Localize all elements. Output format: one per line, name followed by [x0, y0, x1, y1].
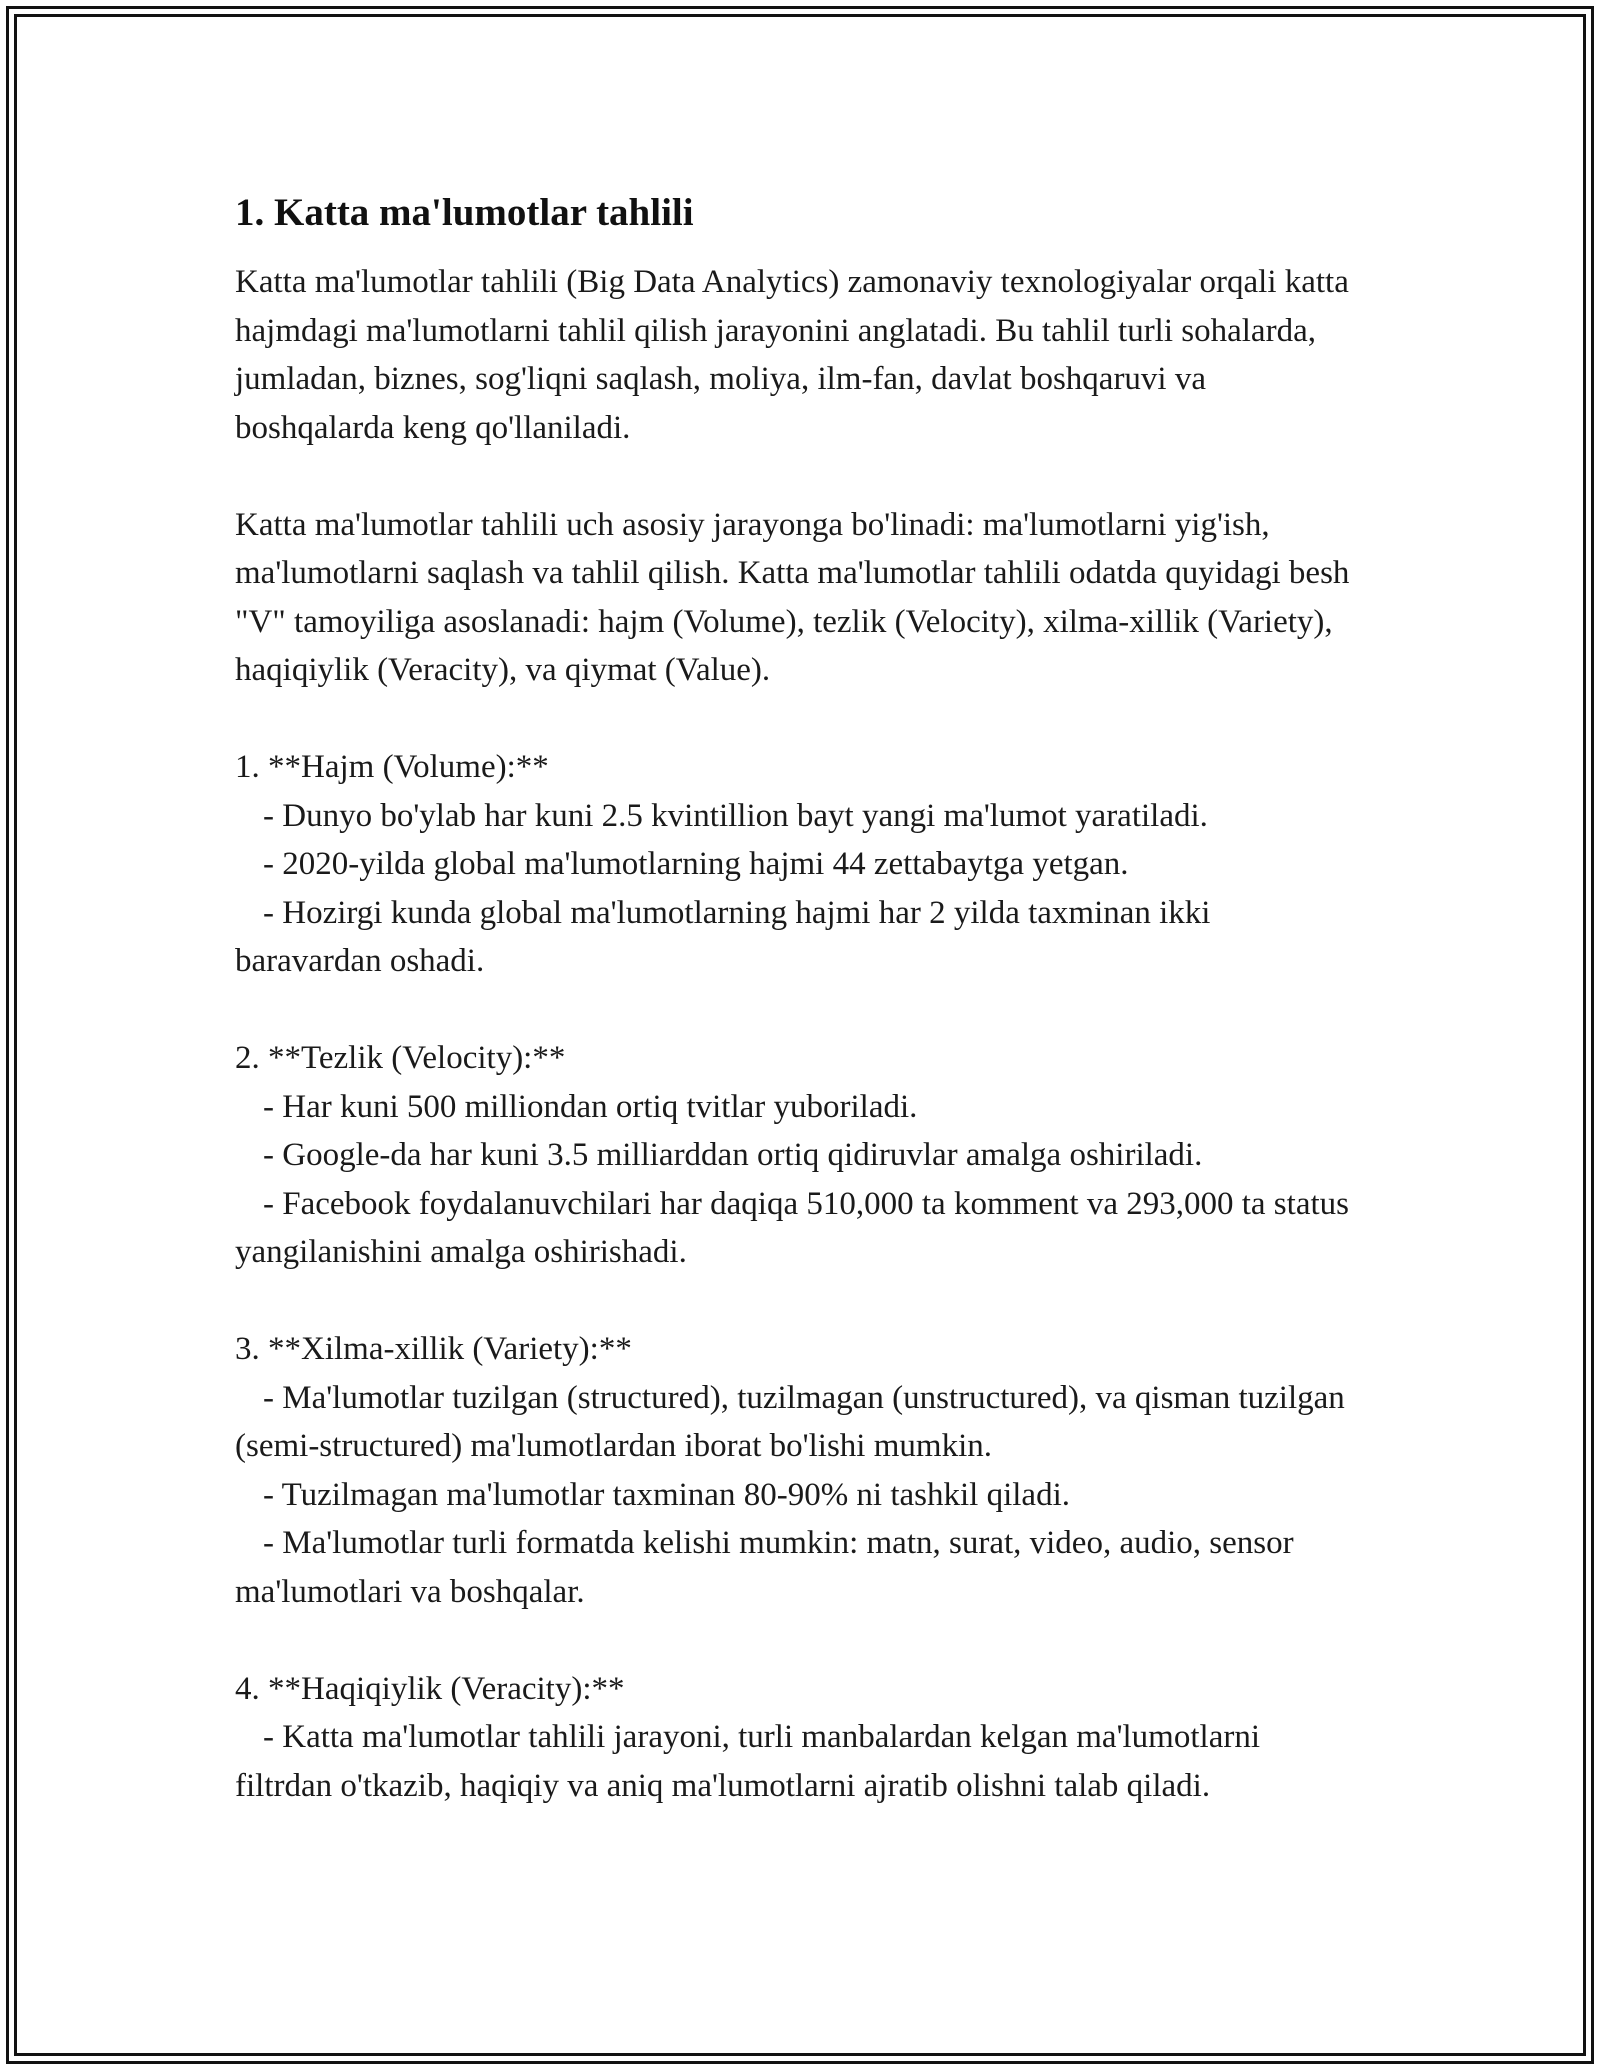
- bullet-item: - Dunyo bo'ylab har kuni 2.5 kvintillion bayt yangi ma'lumot yaratiladi.: [263, 797, 1208, 834]
- bullet-item: - Tuzilmagan ma'lumotlar taxminan 80-90% ni tashkil qiladi.: [263, 1476, 1071, 1513]
- intro-paragraph: Katta ma'lumotlar tahlili (Big Data Analytics) zamonaviy texnologiyalar orqali katta hajmdagi ma'lumotlarni tahlil qilish jarayonini anglatadi. Bu tahlil turli sohalarda, jumladan, biznes, sog'liqni saqlash, moliya, ilm-fan, davlat boshqaruvi va boshqalarda keng qo'llaniladi.: [235, 264, 1349, 446]
- bullet-item: - Ma'lumotlar turli formatda kelishi mumkin: matn, surat, video, audio, sensor ma'lumotlari va boshqalar.: [235, 1525, 1294, 1610]
- document-body: [235, 188, 1365, 1859]
- bullet-item: - Facebook foydalanuvchilari har daqiqa 510,000 ta komment va 293,000 ta status yangilanishini amalga oshirishadi.: [235, 1185, 1349, 1270]
- bullet-item: - 2020-yilda global ma'lumotlarning hajmi 44 zettabaytga yetgan.: [263, 846, 1129, 882]
- section-title: 2. **Tezlik (Velocity):**: [235, 1040, 566, 1076]
- document-heading: 1. Katta ma'lumotlar tahlili: [235, 191, 694, 234]
- principles-paragraph: Katta ma'lumotlar tahlili uch asosiy jarayonga bo'linadi: ma'lumotlarni yig'ish, ma'lumotlarni saqlash va tahlil qilish. Katta ma'lumotlar tahlili odatda quyidagi besh "V" tamoyiliga asoslanadi: hajm (Volume), tezlik (Velocity), xilma-xillik (Variety), haqiqiylik (Veracity), va qiymat (Value).: [235, 506, 1350, 688]
- bullet-item: - Ma'lumotlar tuzilgan (structured), tuzilmagan (unstructured), va qisman tuzilgan (semi-structured) ma'lumotlardan iborat bo'lishi mumkin.: [235, 1379, 1345, 1464]
- bullet-item: - Har kuni 500 milliondan ortiq tvitlar yuboriladi.: [263, 1088, 918, 1125]
- bullet-item: - Hozirgi kunda global ma'lumotlarning hajmi har 2 yilda taxminan ikki baravardan oshadi.: [235, 894, 1211, 979]
- section-title: 3. **Xilma-xillik (Variety):**: [235, 1331, 632, 1367]
- bullet-item: - Katta ma'lumotlar tahlili jarayoni, turli manbalardan kelgan ma'lumotlarni filtrdan o'tkazib, haqiqiy va aniq ma'lumotlarni ajratib olishni talab qiladi.: [235, 1719, 1260, 1804]
- section-title: 1. **Hajm (Volume):**: [235, 749, 549, 785]
- bullet-item: - Google-da har kuni 3.5 milliarddan ortiq qidiruvlar amalga oshiriladi.: [263, 1137, 1203, 1173]
- section-volume: [235, 743, 1365, 986]
- section-variety: [235, 1325, 1365, 1616]
- section-veracity: [235, 1665, 1365, 1811]
- section-velocity: [235, 1034, 1365, 1277]
- section-title: 4. **Haqiqiylik (Veracity):**: [235, 1670, 625, 1707]
